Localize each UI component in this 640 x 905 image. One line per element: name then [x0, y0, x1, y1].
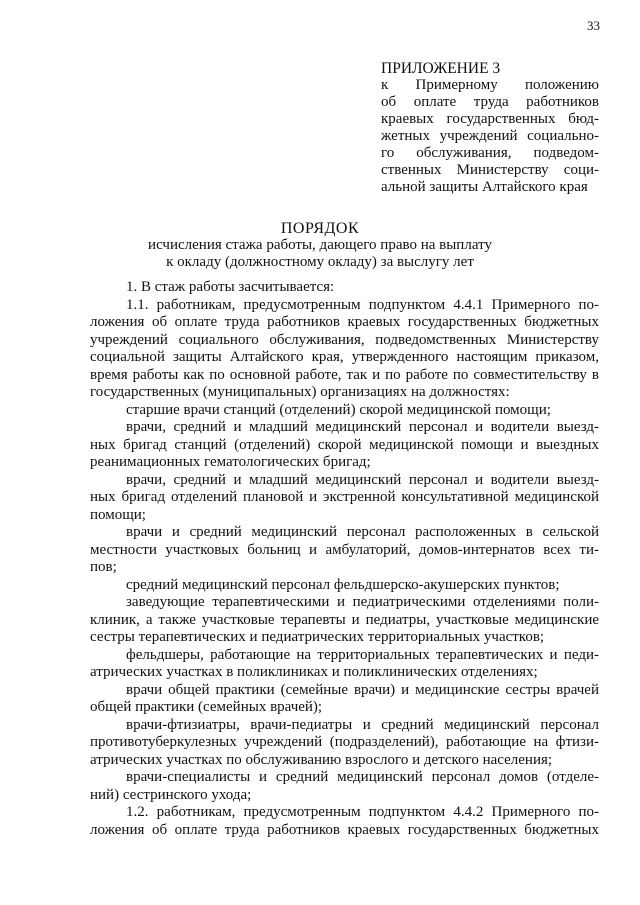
document-heading — [120, 220, 520, 271]
body-line: средний медицинский персонал фельдшерско-акушерских пунктов; — [126, 576, 560, 593]
body-line: 1.2. работникам, предусмотренным подпунктом 4.4.2 Примерного по- — [126, 804, 599, 820]
body-line: ний) сестринского ухода; — [90, 786, 252, 803]
appendix-line: ственных Министерству соци- — [381, 162, 599, 178]
appendix-line: жетных учреждений социально- — [381, 128, 599, 144]
body-line: государственных (муниципальных) организациях на должностях: — [90, 384, 510, 400]
body-line: старшие врачи станций (отделений) скорой медицинской помощи; — [126, 401, 551, 418]
heading-title: ПОРЯДОК — [280, 220, 360, 237]
body-line: ных бригад станций (отделений) скорой медицинской помощи и выездных — [90, 436, 599, 453]
body-line: атрических участках в поликлиниках и поликлинических отделениях; — [90, 664, 538, 680]
body-line: врачи-специалисты и средний медицинский персонал домов (отделе- — [126, 769, 599, 785]
body-line: врачи общей практики (семейные врачи) и медицинские сестры врачей — [126, 681, 599, 698]
body-line: учреждений социального обслуживания, подведомственных Министерству — [90, 331, 599, 348]
body-line: помощи; — [90, 506, 146, 523]
body-line: врачи, средний и младший медицинский персонал и водители выезд- — [126, 419, 599, 435]
heading-subtitle-line: исчисления стажа работы, дающего право на выплату — [148, 237, 492, 253]
body-line: ложения об оплате труда работников краевых государственных бюджетных — [90, 314, 599, 330]
appendix-line: го обслуживания, подведом- — [381, 145, 599, 161]
body-line: социальной защиты Алтайского края, утвержденного настоящим приказом, — [90, 349, 599, 365]
body-line: время работы как по основной работе, так и по работе по совместительству в — [90, 366, 599, 383]
body-line: заведующие терапевтическими и педиатрическими отделениями поли- — [126, 594, 599, 610]
appendix-line: к Примерному положению — [381, 77, 599, 93]
page-number: 33 — [587, 18, 600, 33]
body-line: местности участковых больниц и амбулаторий, домов-интернатов всех ти- — [90, 541, 599, 558]
body-line: сестры терапевтических и педиатрических территориальных участков; — [90, 629, 545, 645]
body-text — [90, 279, 599, 839]
body-line: пов; — [90, 559, 117, 575]
body-line: врачи-фтизиатры, врачи-педиатры и средний медицинский персонал — [126, 716, 599, 733]
body-line: реанимационных гематологических бригад; — [90, 454, 371, 470]
appendix-line: краевых государственных бюд- — [381, 111, 599, 127]
heading-subtitle-line: к окладу (должностному окладу) за выслугу лет — [166, 254, 474, 270]
body-line: врачи, средний и младший медицинский персонал и водители выезд- — [126, 471, 599, 488]
body-line: противотуберкулезных учреждений (подразделений), работающие на фтизи- — [90, 734, 599, 750]
body-line: клиник, а также участковые терапевты и педиатры, участковые медицинские — [90, 611, 599, 628]
body-line: врачи и средний медицинский персонал расположенных в сельской — [126, 524, 599, 540]
appendix-line: об оплате труда работников — [381, 94, 599, 110]
body-line: общей практики (семейных врачей); — [90, 699, 323, 715]
appendix-title: ПРИЛОЖЕНИЕ 3 — [381, 60, 501, 77]
appendix-line: альной защиты Алтайского края — [381, 179, 588, 195]
body-line: ложения об оплате труда работников краевых государственных бюджетных — [90, 821, 599, 838]
body-line: ных бригад отделений плановой и экстренной консультативной медицинской — [90, 489, 599, 505]
appendix-block — [381, 60, 599, 196]
body-line: 1. В стаж работы засчитывается: — [126, 279, 335, 295]
body-line: 1.1. работникам, предусмотренным подпунктом 4.4.1 Примерного по- — [126, 296, 599, 313]
body-line: атрических участках по обслуживанию взрослого и детского населения; — [90, 751, 553, 768]
body-line: фельдшеры, работающие на территориальных терапевтических и педи- — [126, 646, 599, 663]
